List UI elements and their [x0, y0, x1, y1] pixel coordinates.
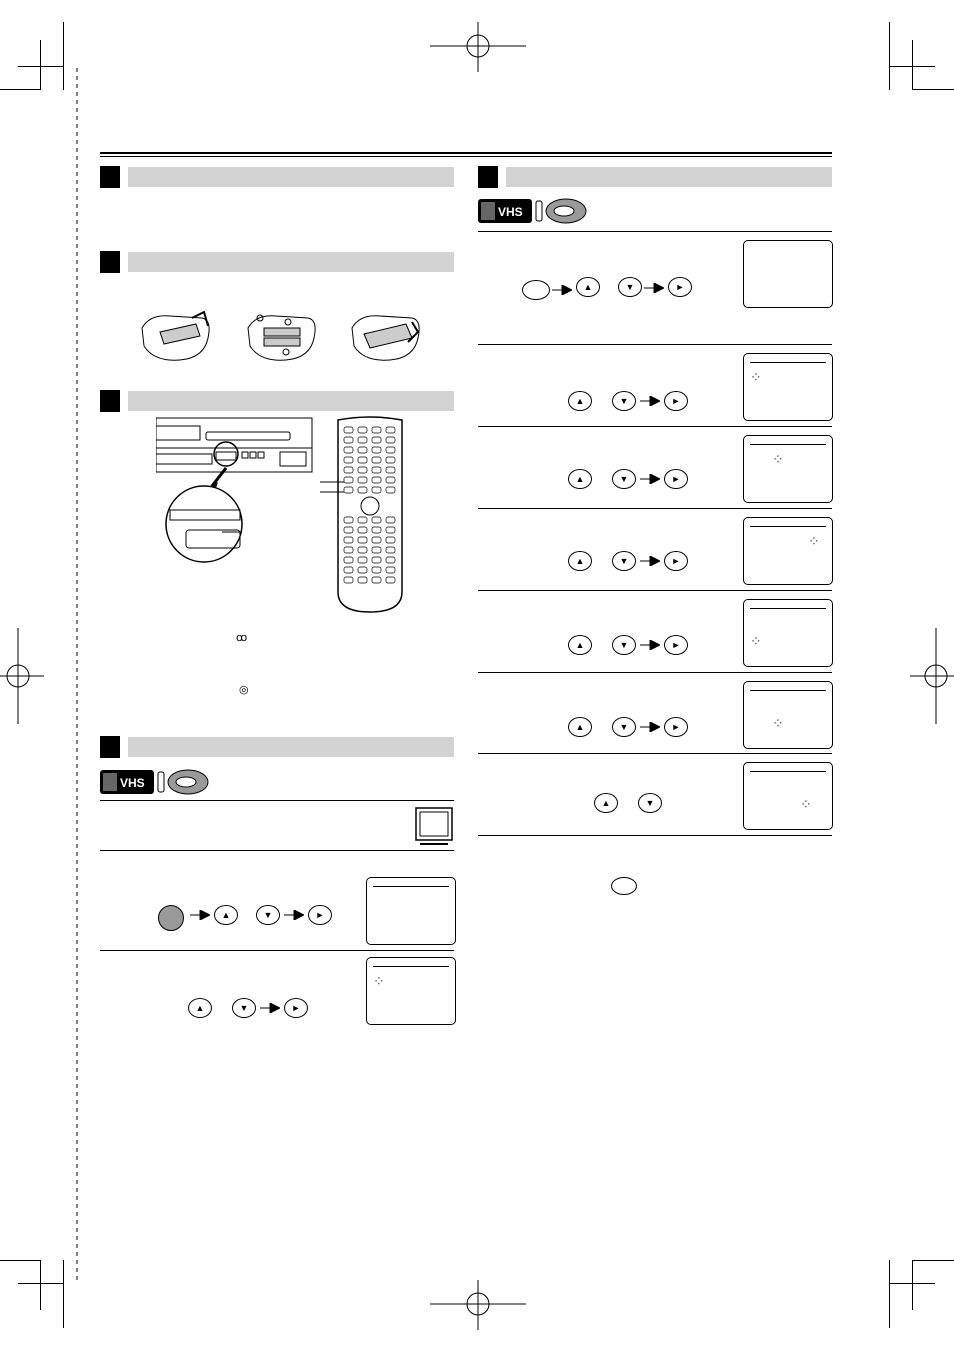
- cursor-flash-icon: ⁘: [772, 451, 784, 467]
- down-button[interactable]: ▼: [612, 717, 636, 737]
- remote-key: [386, 437, 395, 443]
- remote-key: [344, 457, 353, 463]
- down-button[interactable]: ▼: [612, 469, 636, 489]
- right-button[interactable]: ►: [284, 998, 308, 1018]
- remote-key: [372, 437, 381, 443]
- step-rule: [478, 590, 832, 591]
- crop-mark: [40, 1260, 41, 1310]
- remote-key: [344, 557, 353, 563]
- down-button[interactable]: ▼: [232, 998, 256, 1018]
- arrow-right-icon: [284, 910, 304, 920]
- remote-key: [372, 467, 381, 473]
- remote-key: [372, 477, 381, 483]
- section-number: [478, 166, 498, 188]
- crop-mark: [889, 22, 890, 90]
- cursor-flash-icon: ⁘: [750, 369, 762, 385]
- remote-key: [386, 487, 395, 493]
- remote-key: [358, 447, 367, 453]
- arrow-right-icon: [640, 722, 660, 732]
- remote-key: [372, 557, 381, 563]
- down-button[interactable]: ▼: [618, 277, 642, 297]
- section-title-bar: [506, 167, 832, 187]
- right-button[interactable]: ►: [664, 391, 688, 411]
- section-number: [100, 166, 120, 188]
- remote-key: [344, 537, 353, 543]
- section-title-bar: [128, 737, 454, 757]
- remote-key: [386, 447, 395, 453]
- step-rule: [478, 344, 832, 345]
- up-button[interactable]: ▲: [188, 998, 212, 1018]
- right-button[interactable]: ►: [664, 717, 688, 737]
- osd-screen: [743, 681, 833, 749]
- section-header: [100, 390, 454, 412]
- cursor-flash-icon: ⁘: [772, 715, 784, 731]
- down-button[interactable]: ▼: [612, 635, 636, 655]
- remote-key: [372, 517, 381, 523]
- right-button[interactable]: ►: [308, 905, 332, 925]
- up-button[interactable]: ▲: [594, 793, 618, 813]
- step-rule: [100, 950, 454, 951]
- cursor-flash-icon: ⁘: [750, 633, 762, 649]
- step-rule: [478, 672, 832, 673]
- up-button[interactable]: ▲: [576, 277, 600, 297]
- step-rule: [478, 753, 832, 754]
- remote-key: [344, 567, 353, 573]
- crop-mark: [912, 1260, 913, 1310]
- up-button[interactable]: ▲: [568, 469, 592, 489]
- crop-mark: [18, 1283, 64, 1284]
- section-header: [100, 166, 454, 188]
- section-title-bar: [128, 391, 454, 411]
- step-rule: [478, 508, 832, 509]
- step-rule: [100, 850, 454, 851]
- remote-key: [372, 537, 381, 543]
- battery-cover-close-illustration: [350, 308, 430, 366]
- osd-screen: [743, 599, 833, 667]
- arrow-right-icon: [640, 556, 660, 566]
- crop-mark: [0, 89, 40, 90]
- arrow-right-icon: [644, 283, 664, 293]
- remote-key: [386, 557, 395, 563]
- arrow-right-icon: [190, 910, 210, 920]
- remote-key: [344, 527, 353, 533]
- down-button[interactable]: ▼: [638, 793, 662, 813]
- remote-key: [372, 427, 381, 433]
- down-button[interactable]: ▼: [256, 905, 280, 925]
- remote-key: [358, 427, 367, 433]
- section-header: [100, 736, 454, 758]
- step-rule: [478, 231, 832, 232]
- remote-key: [386, 547, 395, 553]
- vhs-badge-text: VHS: [498, 205, 523, 219]
- battery-insert-illustration: [246, 308, 326, 366]
- down-button[interactable]: ▼: [612, 391, 636, 411]
- up-button[interactable]: ▲: [568, 551, 592, 571]
- osd-screen: [743, 762, 833, 830]
- step-rule: [478, 426, 832, 427]
- osd-screen: [743, 240, 833, 308]
- osd-screen: [743, 353, 833, 421]
- right-button[interactable]: ►: [668, 277, 692, 297]
- step-rule: [478, 835, 832, 836]
- remote-key: [386, 477, 395, 483]
- section-number: [100, 736, 120, 758]
- unit-front-panel-illustration: [156, 416, 316, 566]
- remote-key: [344, 477, 353, 483]
- remote-key: [386, 467, 395, 473]
- crop-mark: [18, 66, 64, 67]
- remote-key: [358, 567, 367, 573]
- remote-key: [372, 457, 381, 463]
- remote-key: [358, 517, 367, 523]
- battery-cover-open-illustration: [140, 308, 220, 366]
- setup-button[interactable]: [611, 877, 637, 895]
- remote-key: [372, 527, 381, 533]
- vcr-symbol-icon: ꝏ: [236, 632, 248, 644]
- remote-key: [358, 537, 367, 543]
- remote-key: [358, 577, 367, 583]
- cursor-flash-icon: ⁘: [808, 533, 820, 549]
- right-button[interactable]: ►: [664, 635, 688, 655]
- top-rule: [100, 156, 832, 157]
- crop-mark: [40, 40, 41, 90]
- cursor-flash-icon: ⁘: [800, 796, 812, 812]
- crop-mark: [912, 1260, 954, 1261]
- crop-mark: [912, 40, 913, 90]
- vhs-badge-text: VHS: [120, 776, 145, 790]
- remote-key: [372, 487, 381, 493]
- remote-key: [386, 527, 395, 533]
- osd-screen: [743, 517, 833, 585]
- osd-screen: [743, 435, 833, 503]
- remote-key: [372, 547, 381, 553]
- registration-mark-top: [430, 22, 526, 72]
- arrow-right-icon: [260, 1003, 280, 1013]
- right-button[interactable]: ►: [664, 469, 688, 489]
- remote-key: [386, 457, 395, 463]
- remote-key: [344, 487, 353, 493]
- section-number: [100, 390, 120, 412]
- remote-key: [344, 547, 353, 553]
- crop-mark: [63, 22, 64, 90]
- crop-mark: [912, 89, 954, 90]
- fold-guide-dashed: [76, 68, 78, 1280]
- section-number: [100, 251, 120, 273]
- osd-screen: [366, 877, 456, 945]
- remote-key: [358, 457, 367, 463]
- remote-key: [358, 527, 367, 533]
- crop-mark: [889, 1260, 890, 1328]
- remote-key: [344, 467, 353, 473]
- vhs-mode-badge: [100, 768, 210, 796]
- remote-key: [372, 447, 381, 453]
- registration-mark-bottom: [430, 1280, 526, 1330]
- top-rule: [100, 152, 832, 154]
- remote-control-illustration: [320, 416, 404, 616]
- remote-key: [358, 467, 367, 473]
- remote-key: [386, 517, 395, 523]
- crop-mark: [0, 1260, 40, 1261]
- remote-key: [386, 537, 395, 543]
- remote-key: [386, 577, 395, 583]
- registration-mark-left: [0, 628, 44, 724]
- vhs-mode-badge: [478, 197, 588, 225]
- remote-key: [358, 437, 367, 443]
- osd-screen: [366, 957, 456, 1025]
- remote-key: [372, 577, 381, 583]
- remote-key: [344, 517, 353, 523]
- crop-mark: [63, 1260, 64, 1328]
- down-button[interactable]: ▼: [612, 551, 636, 571]
- arrow-right-icon: [552, 285, 572, 295]
- remote-key: [344, 577, 353, 583]
- crop-mark: [889, 66, 935, 67]
- section-title-bar: [128, 167, 454, 187]
- remote-key: [386, 567, 395, 573]
- crop-mark: [889, 1283, 935, 1284]
- remote-key: [344, 427, 353, 433]
- cursor-flash-icon: ⁘: [373, 973, 385, 989]
- up-button[interactable]: ▲: [214, 905, 238, 925]
- remote-key: [358, 477, 367, 483]
- dvd-symbol-icon: ◎: [239, 684, 249, 696]
- up-button[interactable]: ▲: [568, 635, 592, 655]
- remote-key: [358, 547, 367, 553]
- remote-key: [358, 487, 367, 493]
- remote-key: [372, 567, 381, 573]
- section-title-bar: [128, 252, 454, 272]
- remote-key: [386, 427, 395, 433]
- registration-mark-right: [910, 628, 954, 724]
- section-header: [100, 251, 454, 273]
- up-button[interactable]: ▲: [568, 391, 592, 411]
- section-header: [478, 166, 832, 188]
- arrow-right-icon: [640, 474, 660, 484]
- setup-button[interactable]: [158, 905, 184, 931]
- arrow-right-icon: [640, 396, 660, 406]
- up-button[interactable]: ▲: [568, 717, 592, 737]
- tv-icon: [414, 806, 454, 846]
- right-button[interactable]: ►: [664, 551, 688, 571]
- setup-button[interactable]: [522, 280, 550, 300]
- arrow-right-icon: [640, 640, 660, 650]
- remote-key: [344, 447, 353, 453]
- step-rule: [100, 800, 454, 801]
- remote-key: [344, 437, 353, 443]
- remote-key: [358, 557, 367, 563]
